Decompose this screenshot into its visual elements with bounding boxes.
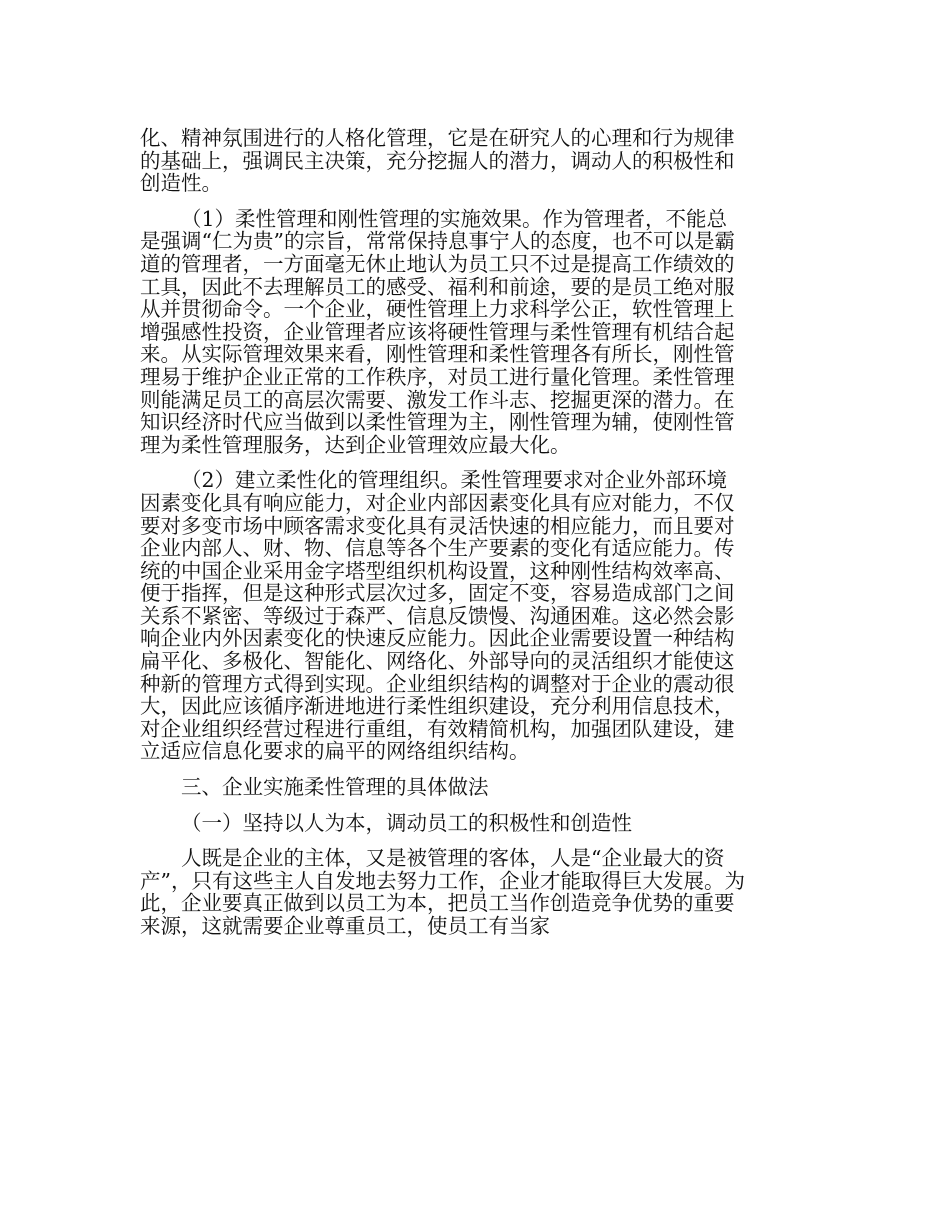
paragraph-rigid-vs-flexible: （1）柔性管理和刚性管理的实施效果。作为管理者，不能总是强调“仁为贵”的宗旨，常常保持息事宁人的态度，也不可以是霸道的管理者，一方面毫无休止地认为员工只不过是提高工作绩效的工具，因此不去理解员工的感受、福利和前途，要的是员工绝对服从并贯彻命令。一个企业，硬性管理上力求科学公正，软性管理上增强感性投资，企业管理者应该将硬性管理与柔性管理有机结合起来。从实际管理效果来看，刚性管理和柔性管理各有所长，刚性管理易于维护企业正常的工作秩序，对员工进行量化管理。柔性管理则能满足员工的高层次需要、激发工作斗志、挖掘更深的潜力。在知识经济时代应当做到以柔性管理为主，刚性管理为辅，使刚性管理为柔性管理服务，达到企业管理效应最大化。 — [140, 206, 735, 457]
paragraph-flexible-organization: （2）建立柔性化的管理组织。柔性管理要求对企业外部环境因素变化具有响应能力，对企业内部因素变化具有应对能力，不仅要对多变市场中顾客需求变化具有灵活快速的相应能力，而且要对企业内部人、财、物、信息等各个生产要素的变化有适应能力。传统的中国企业采用金字塔型组织机构设置，这种刚性结构效率高、便于指挥，但是这种形式层次过多，固定不变，容易造成部门之间关系不紧密、等级过于森严、信息反馈慢、沟通困难。这必然会影响企业内外因素变化的快速反应能力。因此企业需要设置一种结构扁平化、多极化、智能化、网络化、外部导向的灵活组织才能使这种新的管理方式得到实现。企业组织结构的调整对于企业的震动很大，因此应该循序渐进地进行柔性组织建设，充分利用信息技术，对企业组织经营过程进行重组，有效精简机构，加强团队建设，建立适应信息化要求的扁平的网络组织结构。 — [140, 468, 735, 764]
paragraph-continuation: 化、精神氛围进行的人格化管理，它是在研究人的心理和行为规律的基础上，强调民主决策，充分挖掘人的潜力，调动人的积极性和创造性。 — [140, 126, 735, 196]
paragraph-people-oriented: 人既是企业的主体，又是被管理的客体，人是“企业最大的资产”，只有这些主人自发地去努力工作，企业才能取得巨大发展。为此，企业要真正做到以员工为本，把员工当作创造竞争优势的重要来源，这就需要企业尊重员工，使员工有当家 — [140, 846, 745, 938]
subsection-heading: （一）坚持以人为本，调动员工的积极性和创造性 — [181, 810, 632, 835]
document-body — [140, 127, 745, 938]
section-heading: 三、企业实施柔性管理的具体做法 — [181, 775, 489, 800]
